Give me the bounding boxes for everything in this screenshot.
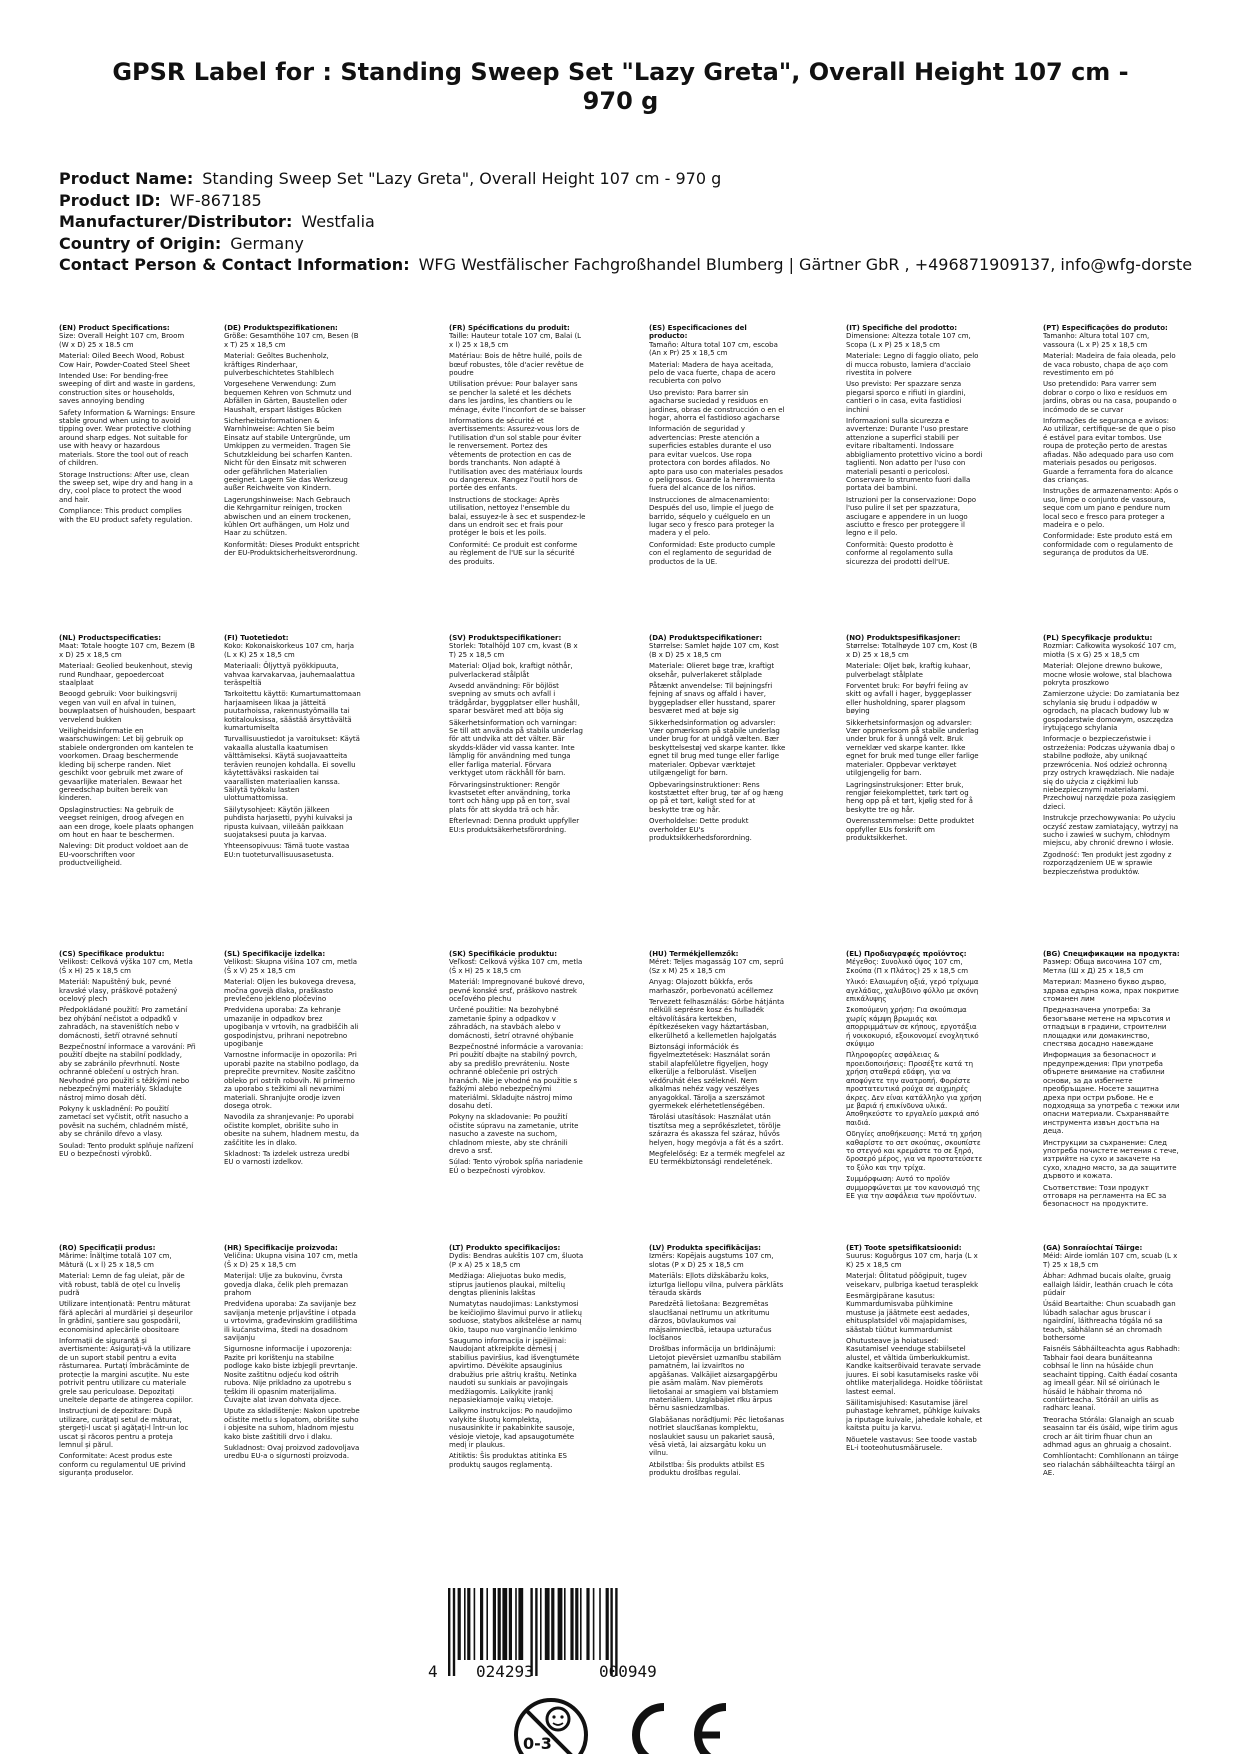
spec-block (1043, 950, 1180, 1212)
spec-paragraph: Zamierzone użycie: Do zamiatania bez schylania się brudu i odpadów w ogrodach, na placach budowy lub w gospodarstwie domowym, oszczędza irytującego schylania (1043, 690, 1180, 733)
spec-block (449, 950, 586, 1178)
spec-paragraph: Instrukcje przechowywania: Po użyciu oczyść zestaw zamiatający, wytrzyj na sucho i zawieś w suchym, chłodnym miejscu, aby chronić drewno i włosie. (1043, 814, 1179, 848)
spec-paragraph: Material: Oljad bok, kraftigt nöthår, pulverlackerad stålplåt (449, 662, 573, 679)
spec-heading: (HU) Termékjellemzők: (649, 950, 739, 958)
spec-paragraph: Opslaginstructies: Na gebruik de veegset reinigen, droog afvegen en aan een droge, koele plaats ophangen om hout en haar te beschermen. (59, 805, 194, 839)
spec-block (649, 634, 786, 845)
spec-paragraph: Tamanho: Altura total 107 cm, vassoura (L x P) 25 x 18,5 cm (1043, 332, 1150, 349)
spec-paragraph: Påtænkt anvendelse: Til bøjningsfri fejning af snavs og affald i haver, byggepladser eller husstand, sparer besværet med at bøje sig (649, 682, 776, 716)
spec-paragraph: Material: Oiled Beech Wood, Robust Cow Hair, Powder-Coated Steel Sheet (59, 352, 191, 369)
spec-paragraph: Pokyny na skladovanie: Po použití očistite súpravu na zametanie, utrite nasucho a zaveste na suchom, chladnom mieste, aby ste chránili drevo a srsť. (449, 1113, 579, 1155)
spec-block (449, 634, 586, 837)
spec-paragraph: Veličina: Ukupna visina 107 cm, metla (Š x D) 25 x 18,5 cm (224, 1252, 358, 1269)
spec-paragraph: Material: Lemn de fag uleiat, păr de vită robust, tablă de oțel cu înveliș pudră (59, 1272, 185, 1298)
spec-heading: (GA) Sonraíochtaí Táirge: (1043, 1244, 1143, 1252)
spec-paragraph: Glabāšanas norādījumi: Pēc lietošanas notīriet slaucīšanas komplektu, noslaukiet sausu un pakariet sausā, vēsā vietā, lai aizsargātu koku un vilnu. (649, 1415, 785, 1458)
info-row (59, 211, 1241, 233)
spec-paragraph: Koko: Kokonaiskorkeus 107 cm, harja (L x K) 25 x 18,5 cm (224, 642, 355, 659)
spec-paragraph: Varnostne informacije in opozorila: Pri uporabi pazite na stabilno podlago, da preprečite prevrnitev. Nosite zaščitno obleko pri ostrih robovih. Ni primerno za uporabo s težkimi ali nevarnimi materiali. Shranjujte orodje izven dosega otrok. (224, 1051, 359, 1110)
spec-heading: (RO) Specificații produs: (59, 1244, 156, 1252)
spec-paragraph: Materiał: Olejone drewno bukowe, mocne włosie wołowe, stal blachowa pokryta proszkowo (1043, 662, 1172, 688)
spec-paragraph: Navodila za shranjevanje: Po uporabi očistite komplet, obrišite suho in obesite na suhem, hladnem mestu, da zaščitite les in dlako. (224, 1113, 359, 1147)
spec-paragraph: Størrelse: Samlet højde 107 cm, Kost (B x D) 25 x 18,5 cm (649, 642, 779, 659)
spec-paragraph: Conformitate: Acest produs este conform cu regulamentul UE privind siguranța produselor. (59, 1452, 186, 1478)
spec-paragraph: Naleving: Dit product voldoet aan de EU-voorschriften voor productveiligheid. (59, 842, 189, 868)
spec-paragraph: Overensstemmelse: Dette produktet oppfyller EUs forskrift om produktsikkerhet. (846, 817, 975, 842)
ce-mark-icon (636, 1707, 726, 1754)
barcode-lead-digit: 4 (428, 1662, 438, 1681)
spec-block (449, 324, 586, 569)
spec-paragraph: Bezpečnostné informácie a varovania: Pri použití dbajte na stabilný povrch, aby sa predišlo prevráteniu. Noste ochranné oblečenie pri ostrých hranách. Nie je vhodné na použitie s ťažkými alebo nebezpečnými materiálmi. Skladujte nástroj mimo dosahu detí. (449, 1043, 584, 1110)
spec-paragraph: Compliance: This product complies with the EU product safety regulation. (59, 507, 193, 524)
spec-paragraph: Materiale: Legno di faggio oliato, pelo di mucca robusto, lamiera d'acciaio rivestita in polvere (846, 352, 979, 378)
spec-paragraph: Instrucțiuni de depozitare: După utilizare, curățați setul de măturat, ștergeți-l uscat și agățați-l într-un loc uscat și răcoros pentru a proteja lemnul și părul. (59, 1407, 189, 1449)
spec-paragraph: Opbevaringsinstruktioner: Rens koststættet efter brug, tør af og hæng op på et tørt, køligt sted for at beskytte træ og hår. (649, 780, 784, 814)
spec-heading: (IT) Specifiche del prodotto: (846, 324, 958, 332)
spec-block (1043, 324, 1180, 561)
spec-paragraph: Suurus: Koguõrgus 107 cm, harja (L x K) 25 x 18,5 cm (846, 1252, 978, 1269)
spec-paragraph: Tarkoitettu käyttö: Kumartumattomaan harjaamiseen likaa ja jätteitä puutarhoissa, rakennustyömailla tai kotitalouksissa, säästää ärsyttävältä kumartumiselta (224, 690, 361, 733)
spec-block (59, 634, 196, 871)
spec-paragraph: Upute za skladištenje: Nakon upotrebe očistite metlu s lopatom, obrišite suho i objesite na suhom, hladnom mjestu kako biste zaštitili drvo i dlaku. (224, 1407, 360, 1441)
spec-paragraph: Conformità: Questo prodotto è conforme al regolamento sulla sicurezza dei prodotti dell'UE. (846, 540, 954, 566)
spec-paragraph: Instrucciones de almacenamiento: Después del uso, limpie el juego de barrido, séquelo y cuélguelo en un lugar seco y fresco para proteger la madera y el pelo. (649, 495, 775, 538)
spec-paragraph: Instruções de armazenamento: Após o uso, limpe o conjunto de vassoura, seque com um pano e pendure num local seco e fresco para proteger a madeira e o pelo. (1043, 487, 1179, 529)
spec-paragraph: Инструкции за съхранение: След употреба почистете метения с тече, изтрийте на сухо и закачете на сухо, хладно място, за да защитите дървото и кожата. (1043, 1138, 1179, 1181)
spec-paragraph: Maat: Totale hoogte 107 cm, Bezem (B x D) 25 x 18,5 cm (59, 642, 195, 659)
spec-paragraph: Zgodność: Ten produkt jest zgodny z rozporządzeniem UE w sprawie bezpieczeństwa produktów. (1043, 850, 1172, 876)
info-label: Product Name: (59, 169, 194, 188)
spec-paragraph: Materiál: Impregnované bukové drevo, pevné konské srsť, práškovo nastrek oceľového plechu (449, 978, 585, 1004)
info-label: Product ID: (59, 190, 161, 210)
spec-paragraph: Predvidena uporaba: Za kehranje umazanije in odpadkov brez upogibanja v vrtovih, na gradbiščih ali gospodinjstvu, prihrani nepotrebno upogibanje (224, 1006, 359, 1049)
spec-heading: (ES) Especificaciones del producto: (649, 324, 747, 341)
spec-paragraph: Информация за безопасност и предупреждения: При употреба обърнете внимание на стабилни основи, за да избегнете преобръщане. Носете защитна дреха при остри ръбове. Не е подходяща за употреба с тежки или опасни материали. Съхранявайте инструмента извън достъпа на деца. (1043, 1051, 1180, 1136)
spec-paragraph: Drošības informācija un brīdinājumi: Lietojot pievērsiet uzmanību stabilām pamatnēm, lai izvairītos no apgāšanas. Valkājiet aizsargapģērbu pie asām malām. Nav piemērots lietošanai ar smagiem vai bīstamiem materiāliem. Uzglabājiet rīku ārpus bērnu sasniedzamības. (649, 1345, 782, 1413)
spec-paragraph: Informações de segurança e avisos: Ao utilizar, certifique-se de que o piso é estável para evitar tombos. Use roupa de proteção perto de arestas afiadas. Não adequado para uso com materiais pesados ou perigosos. Guarde a ferramenta fora do alcance das crianças. (1043, 417, 1176, 484)
spec-paragraph: Úsáid Beartaithe: Chun scuabadh gan lúbadh salachar agus bruscar i ngairdíní, láithreacha tógála nó sa teach, sábhálann sé an chromadh bothersome (1043, 1300, 1176, 1343)
info-value: WFG Westfälischer Fachgroßhandel Blumberg | Gärtner GbR , +496871909137, info@wfg-dorste (418, 255, 1193, 274)
spec-paragraph: Sikkerhetsinformasjon og advarsler: Vær oppmerksom på stabile underlag under bruk for å unngå velt. Bruk verneklær ved skarpe kanter. Ikke egnet for bruk med tunge eller farlige materialer. Oppbevar verktøyet utilgjengelig for barn. (846, 718, 979, 778)
spec-heading: (SL) Specifikacije izdelka: (224, 950, 326, 958)
spec-paragraph: Eesmärgipärane kasutus: Kummardumisvaba pühkimine mustuse ja jäätmete eest aedades, ehitusplatsidel või majapidamises, säästab tüütut kummardumist (846, 1292, 970, 1334)
spec-heading: (NL) Productspecificaties: (59, 634, 162, 642)
spec-heading: (DE) Produktspezifikationen: (224, 324, 338, 332)
spec-paragraph: Intended Use: For bending-free sweeping of dirt and waste in gardens, construction sites or households, saves annoying bending (59, 372, 196, 406)
spec-paragraph: Utilisation prévue: Pour balayer sans se pencher la saleté et les déchets dans les jardins, les chantiers ou le ménage, évite l'inconfort de se baisser (449, 380, 586, 414)
spec-paragraph: Instructions de stockage: Après utilisation, nettoyez l'ensemble du balai, essuyez-le à sec et suspendez-le dans un endroit sec et frais pour protéger le bois et les poils. (449, 495, 586, 538)
spec-paragraph: Rozmiar: Całkowita wysokość 107 cm, miotła (S x G) 25 x 18,5 cm (1043, 642, 1177, 659)
spec-paragraph: Tárolási utasítások: Használat után tisztítsa meg a seprőkészletet, törölje szárazra és akassza fel száraz, hűvös helyen, hogy megóvja a fát és a szőrt. (649, 1113, 784, 1147)
spec-paragraph: Размер: Обща височина 107 cm, Метла (Ш x Д) 25 x 18,5 cm (1043, 958, 1162, 975)
spec-heading: (SK) Špecifikácie produktu: (449, 950, 558, 958)
spec-paragraph: Matériau: Bois de hêtre huilé, poils de bœuf robustes, tôle d'acier revêtue de poudre (449, 352, 584, 378)
spec-heading: (CS) Specifikace produktu: (59, 950, 165, 958)
spec-paragraph: Sicherheitsinformationen & Warnhinweise: Achten Sie beim Einsatz auf stabile Untergründe, um Umkippen zu vermeiden. Tragen Sie Schutzkleidung bei scharfen Kanten. Nicht für den Einsatz mit schweren oder gefährlichen Materialien geeignet. Lagern Sie das Werkzeug außer Reichweite von Kindern. (224, 417, 353, 493)
not-for-children-0-3-icon (516, 1700, 586, 1754)
spec-paragraph: Megfelelőség: Ez a termék megfelel az EU termékbiztonsági rendeletének. (649, 1149, 785, 1167)
spec-paragraph: Förvaringsinstruktioner: Rengör kvastsetet efter användning, torka torrt och häng upp på en torr, sval plats för att skydda trä och hår. (449, 780, 571, 814)
spec-block (846, 324, 983, 569)
spec-heading: (EN) Product Specifications: (59, 324, 170, 332)
spec-paragraph: Størrelse: Totalhøyde 107 cm, Kost (B x D) 25 x 18,5 cm (846, 642, 978, 659)
info-label: Manufacturer/Distributor: (59, 212, 293, 231)
spec-paragraph: Tervezett felhasználás: Görbe hátjánta nélküli seprésre kosz és hulladék eltávolítására kertekben, építkezéseken vagy háztartásban, elkerülhető a kellemetlen hajolgatás (649, 998, 785, 1040)
info-row (59, 190, 1241, 212)
spec-paragraph: Overholdelse: Dette produkt overholder EU's produktsikkerhedsforordning. (649, 817, 752, 842)
info-row (59, 233, 1241, 255)
spec-block (846, 1244, 983, 1455)
spec-paragraph: Veiligheidsinformatie en waarschuwingen: Let bij gebruik op stabiele ondergronden om kantelen te voorkomen. Draag beschermende kleding bij scherpe randen. Niet geschikt voor gebruik met zware of gevaarlijke materialen. Bewaar het gereedschap buiten bereik van kinderen. (59, 727, 194, 803)
barcode (428, 1588, 713, 1687)
spec-paragraph: Sigurnosne informacije i upozorenja: Pazite pri korištenju na stabilne podloge kako biste izbjegli prevrtanje. Nosite zaštitnu odjeću kod oštrih rubova. Nije prikladno za upotrebu s teškim ili opasnim materijalima. Čuvajte alat izvan dohvata djece. (224, 1345, 358, 1404)
spec-heading: (LT) Produkto specifikacijos: (449, 1244, 561, 1252)
barcode-group-2: 000949 (599, 1662, 657, 1681)
spec-block (224, 634, 361, 862)
spec-block (224, 950, 361, 1170)
spec-block (1043, 634, 1180, 879)
spec-heading: (FR) Spécifications du produit: (449, 324, 570, 332)
spec-paragraph: Dimensione: Altezza totale 107 cm, Scopa (L x P) 25 x 18,5 cm (846, 332, 971, 349)
info-row (59, 168, 1241, 190)
page-title: GPSR Label for : Standing Sweep Set "Lazy Greta", Overall Height 107 cm - 970 g (112, 58, 1129, 115)
spec-paragraph: Biztonsági információk és figyelmeztetések: Használat során stabil alapfelületre figyeljen, hogy elkerülje a felborulást. Viseljen védőruhát éles széleknél. Nem alkalmas nehéz vagy veszélyes anyagokkal. Tárolja a szerszámot gyermekek elérhetetlenségében. (649, 1043, 771, 1110)
spec-paragraph: Bezpečnostní informace a varování: Při použití dbejte na stabilní podklady, aby se zabránilo převrhnutí. Noste ochranné oblečení u ostrých hran. Nevhodné pro použití s těžkými nebo nebezpečnými materiály. Skladujte nástroj mimo dosah dětí. (59, 1043, 196, 1102)
spec-paragraph: Yhteensopivuus: Tämä tuote vastaa EU:n tuoteturvallisuusasetusta. (224, 842, 350, 859)
spec-paragraph: Storlek: Totalhöjd 107 cm, kvast (B x T) 25 x 18,5 cm (449, 642, 578, 659)
spec-paragraph: Ohutusteave ja hoiatused: Kasutamisel veenduge stabiilsetel alustel, et vältida ümberkukkumist. Kandke kaitserõivaid teravate servade juures. Ei sobi kasutamiseks raske või ohtlike materjalidega. Hoidke tööriistat lastest eemal. (846, 1337, 983, 1396)
product-info (59, 168, 1241, 276)
spec-paragraph: Soulad: Tento produkt splňuje nařízení EU o bezpečnosti výrobků. (59, 1141, 194, 1158)
spec-block (649, 324, 786, 569)
spec-paragraph: Предназначена употреба: За безогъване метене на мръсотия и отпадъци в градини, строителни площадки или домакинство, спестява досадно навеждане (1043, 1006, 1171, 1049)
spec-paragraph: Beoogd gebruik: Voor buikingsvrij vegen van vuil en afval in tuinen, bouwplaatsen of huishouden, bespaart vervelend bukken (59, 690, 196, 724)
spec-paragraph: Ábhar: Adhmad bucais olaíte, gruaig eallaigh láidir, leathán cruach le cóta púdair (1043, 1272, 1173, 1298)
spec-heading: (LV) Produkta specifikācijas: (649, 1244, 761, 1252)
spec-paragraph: Anyag: Olajozott bükkfa, erős marhaszőr, porbevonatú acéllemez (649, 978, 773, 995)
spec-paragraph: Určené použitie: Na bezohybné zametanie špiny a odpadkov v záhradách, na stavbách alebo v domácnosti, šetrí otravné ohýbanie (449, 1006, 574, 1040)
spec-paragraph: Materjal: Õlitatud pöögipuit, tugev veisekarv, pulbriga kaetud terasplekk (846, 1272, 979, 1289)
spec-paragraph: Konformität: Dieses Produkt entspricht der EU-Produktsicherheitsverordnung. (224, 540, 360, 558)
spec-paragraph: Lagringsinstruksjoner: Etter bruk, rengjør feiekomplettet, tørk tørt og heng opp på et tørt, kjølig sted for å beskytte tre og hår. (846, 780, 973, 814)
spec-paragraph: Materiál: Napuštěný buk, pevné kravské vlasy, práškově potažený ocelový plech (59, 978, 178, 1004)
spec-block (649, 1244, 786, 1481)
spec-paragraph: Informazioni sulla sicurezza e avvertenze: Durante l'uso prestare attenzione a superfici stabili per evitare ribaltamenti. Indossare abbigliamento protettivo vicino a bordi taglienti. Non adatto per l'uso con materiali pesanti o pericolosi. Conservare lo strumento fuori dalla portata dei bambini. (846, 417, 983, 493)
spec-paragraph: Treoracha Stórála: Glanaigh an scuab seasainn tar éis úsáid, wipe tirim agus croch ar áit tirim fhuar chun an adhmad agus an ghruaig a chosaint. (1043, 1415, 1178, 1449)
spec-paragraph: Μέγεθος: Συνολικό ύψος 107 cm, Σκούπα (Π x Πλάτος) 25 x 18,5 cm (846, 958, 969, 975)
spec-paragraph: Materijal: Ulje za bukovinu, čvrsta govedja dlaka, čelik pleh premazan prahom (224, 1272, 349, 1298)
spec-block (1043, 1244, 1180, 1481)
spec-block (846, 950, 983, 1203)
spec-paragraph: Συμμόρφωση: Αυτό το προϊόν συμμορφώνεται με τον κανονισμό της ΕΕ για την ασφάλεια των προϊόντων. (846, 1175, 981, 1200)
barcode-group-1: 024293 (476, 1662, 534, 1681)
spec-paragraph: Taille: Hauteur totale 107 cm, Balai (L x l) 25 x 18,5 cm (449, 332, 582, 349)
spec-paragraph: Съответствие: Този продукт отговаря на регламента на ЕС за безопасност на продуктите. (1043, 1183, 1167, 1209)
spec-paragraph: Atitiktis: Šis produktas atitinka ES produktų saugos reglamentą. (449, 1452, 567, 1469)
spec-heading: (PT) Especificações do produto: (1043, 324, 1168, 332)
spec-paragraph: Nõuetele vastavus: See toode vastab EL-i tooteohutusmäärusele. (846, 1435, 977, 1452)
spec-paragraph: Informacje o bezpieczeństwie i ostrzeżenia: Podczas używania dbaj o stabilne podłoże, aby uniknąć przewrócenia. Noś odzież ochronną przy ostrych krawędziach. Nie nadaje się do użycia z ciężkimi lub niebezpiecznymi materiałami. Przechowuj narzędzie poza zasięgiem dzieci. (1043, 735, 1176, 811)
info-value: Standing Sweep Set "Lazy Greta", Overall Height 107 cm - 970 g (202, 169, 722, 188)
spec-paragraph: Lagerungshinweise: Nach Gebrauch die Kehrgarnitur reinigen, trocken abwischen und an einem trockenen, kühlen Ort aufhängen, um Holz und Haar zu schützen. (224, 495, 351, 538)
spec-paragraph: Předpokládané použití: Pro zametání bez ohýbání nečistot a odpadků v zahradách, na staveništích nebo v domácnosti, šetří otravné sehnutí (59, 1006, 188, 1040)
spec-block (449, 1244, 586, 1472)
spec-paragraph: Conformidade: Este produto está em conformidade com o regulamento de segurança de produtos da UE. (1043, 532, 1173, 558)
spec-heading: (HR) Specifikacije proizvoda: (224, 1244, 338, 1252)
barcode-bars (428, 1588, 713, 1687)
spec-paragraph: Sikkerhedsinformation og advarsler: Vær opmærksom på stabile underlag under brug for at undgå vælten. Bær beskyttelsestøj ved skarpe kanter. Ikke egnet til brug med tunge eller farlige materialer. Opbevar værktøjet utilgængeligt for børn. (649, 718, 786, 778)
info-value: Germany (230, 233, 304, 253)
spec-block (649, 950, 786, 1170)
svg-text:0-3: 0-3 (523, 1734, 552, 1753)
symbols (498, 1697, 748, 1754)
spec-block (224, 324, 361, 561)
spec-paragraph: Pokyny k uskladnění: Po použití zametací set vyčistit, otřít nasucho a pověsit na suchém, chladném místě, aby se chránilo dřevo a vlasy. (59, 1104, 189, 1139)
spec-paragraph: Méret: Teljes magasság 107 cm, seprű (Sz x M) 25 x 18,5 cm (649, 958, 784, 975)
spec-paragraph: Πληροφορίες ασφάλειας & προειδοποιήσεις: Προσέξτε κατά τη χρήση σταθερά εδάφη, για να αποφύγετε την ανατροπή. Φορέστε προστατευτικά ρούχα σε αιχμηρές άκρες. Δεν είναι κατάλληλο για χρήση με βαριά ή επικίνδυνα υλικά. Αποθηκεύστε το εργαλείο μακριά από παιδιά. (846, 1051, 982, 1127)
spec-paragraph: Turvallisuustiedot ja varoitukset: Käytä vakaalla alustalla kaatumisen välttämiseksi. Käytä suojavaatteita terävien reunojen kohdalla. Ei sovellu käytettäväksi raskaiden tai vaarallisten materiaalien kanssa. Säilytä työkalu lasten ulottumattomissa. (224, 735, 360, 803)
info-label: Country of Origin: (59, 233, 222, 253)
spec-paragraph: Safety Information & Warnings: Ensure stable ground when using to avoid tipping over. Wear protective clothing around sharp edges. Not suitable for use with heavy or hazardous materials. Store the tool out of reach of children. (59, 408, 196, 468)
spec-heading: (BG) Спецификации на продукта: (1043, 950, 1180, 958)
spec-paragraph: Material: Oljen les bukovega drevesa, močna govejà dlaka, praškasto prevlečeno jekleno pločevino (224, 978, 356, 1004)
spec-paragraph: Material: Geöltes Buchenholz, kräftiges Rinderhaar, pulverbeschichtetes Stahlblech (224, 352, 334, 378)
spec-paragraph: Saugumo informacija ir įspėjimai: Naudojant atkreipkite dėmesį į stabilius paviršius, kad išvengtumėte apvirtimo. Dėvėkite apsauginius drabužius prie aštrių kraštų. Netinka naudoti su sunkiais ar pavojingais medžiagomis. Laikykite įrankį nepasiekiamoje vaikų vietoje. (449, 1337, 580, 1404)
spec-paragraph: Materiaali: Öljyttyä pyökkipuuta, vahvaa karvakarvaa, jauhemaalattua teräspeltiä (224, 662, 355, 688)
spec-block (59, 950, 196, 1161)
spec-paragraph: Material: Madeira de faia oleada, pelo de vaca robusto, chapa de aço com revestimento em pó (1043, 352, 1176, 378)
spec-paragraph: Forventet bruk: For bøyfri feiing av skitt og avfall i hager, byggeplasser eller husholdning, sparer plagsom bøying (846, 682, 972, 716)
spec-paragraph: Numatytas naudojimas: Lankstymosi be keičiojimo šlavimui purvo ir atliekų soduose, statybos aikštelėse ar namų ūkio, taupo nuo varginančio lenkimo (449, 1300, 582, 1334)
spec-paragraph: Velikost: Skupna višina 107 cm, metla (Š x V) 25 x 18,5 cm (224, 958, 358, 975)
spec-paragraph: Materiale: Olieret bøge træ, kraftigt oksehår, pulverlakeret stålplade (649, 662, 775, 679)
spec-heading: (DA) Produktspecifikationer: (649, 634, 763, 642)
spec-paragraph: Conformité: Ce produit est conforme au règlement de l'UE sur la sécurité des produits. (449, 540, 578, 566)
spec-paragraph: Vorgesehene Verwendung: Zum bequemen Kehren von Schmutz und Abfällen in Gärten, Baustellen oder Haushalt, erspart lästiges Bücken (224, 380, 352, 414)
spec-block (224, 1244, 361, 1464)
spec-paragraph: Mărime: Înălțime totală 107 cm, Mătură (L x l) 25 x 18,5 cm (59, 1252, 172, 1269)
spec-paragraph: Υλικό: Ελαιωμένη οξιά, γερό τρίχωμα αγελάδας, χαλυβδινο φύλλο με σκόνη επικάλυψης (846, 978, 979, 1004)
spec-paragraph: Utilizare intenționată: Pentru măturat fără aplecări al murdăriei și deșeurilor în grădini, șantiere sau gospodării, economisind aplecările obositoare (59, 1300, 193, 1334)
spec-paragraph: Avsedd användning: För böjlöst svepning av smuts och avfall i trädgårdar, byggplatser eller hushåll, sparar besväret med att böja sig (449, 682, 580, 716)
spec-paragraph: Tamaño: Altura total 107 cm, escoba (An x Pr) 25 x 18,5 cm (649, 340, 778, 358)
spec-paragraph: Conformidad: Este producto cumple con el reglamento de seguridad de productos de la UE. (649, 540, 776, 566)
spec-paragraph: Säilitamisjuhised: Kasutamise järel puhastage kehramet, pühkige kuivaks ja riputage kuivale, jahedale kohale, et kaitsta puitu ja karvu. (846, 1398, 983, 1433)
spec-paragraph: Predviđena uporaba: Za savijanje bez savijanja metenje prljavštine i otpada u vrtovima, građevinskim gradilištima ili kućanstvima, štedi na dosadnom savijanju (224, 1300, 358, 1343)
spec-paragraph: Σκοπούμενη χρήση: Για σκούπισμα χωρίς κάμψη βρωμιάς και απορριμμάτων σε κήπους, εργοτάξια ή νοικοκυριό, εξοικονομεί ενοχλητικό σκύψιμο (846, 1006, 979, 1049)
spec-paragraph: Materiaal: Geolied beukenhout, stevig rund Rundhaar, gepoedercoat staalplaat (59, 662, 193, 688)
spec-paragraph: Izmērs: Kopējais augstums 107 cm, slotas (P x D) 25 x 18,5 cm (649, 1252, 774, 1269)
spec-paragraph: Faisnéis Sábháilteachta agus Rabhadh: Tabhair faoi deara bunáiteanna cobhsaí le linn na húsáide chun seachaint tipping. Caith éadaí cosanta ag imeall géar. Níl sé oiriúnach le húsáid le hábhair throma nó contúirteacha. Stóráil an uirlis as radharc leanaí. (1043, 1345, 1180, 1413)
spec-paragraph: Medžiaga: Aliejuotas buko medis, stiprus jautienos plaukai, miltelių dengtas plieninis lakštas (449, 1272, 567, 1298)
spec-paragraph: Velikost: Celková výška 107 cm, Metla (Š x H) 25 x 18,5 cm (59, 958, 193, 975)
spec-paragraph: Säkerhetsinformation och varningar: Se till att använda på stabila underlag för att undvika att det välter. Bär skydds-kläder vid vassa kanter. Inte lämplig för användning med tunga eller farliga material. Förvara verktyget utom räckhåll för barn. (449, 718, 584, 778)
spec-block (59, 1244, 196, 1481)
spec-paragraph: Οδηγίες αποθήκευσης: Μετά τη χρήση καθαρίστε το σετ σκούπας, σκουπίστε το στεγνό και κρεμάστε το σε ξηρό, δροσερό μέρος, για να προστατεύσετε το ξύλο και την τρίχα. (846, 1130, 983, 1172)
spec-paragraph: Dydis: Bendras aukštis 107 cm, šluota (P x A) 25 x 18,5 cm (449, 1252, 584, 1269)
spec-paragraph: Materiāls: Eļlots dižskābaržu koks, izturīga liellopu vilna, pulvera pārklāts tērauda skārds (649, 1272, 784, 1298)
spec-heading: (FI) Tuotetiedot: (224, 634, 289, 642)
spec-block (59, 324, 196, 527)
spec-paragraph: Informații de siguranță și avertismente: Asigurați-vă la utilizare de un suport stabil pentru a evita răsturnarea. Purtați îmbrăcăminte de protecție la margini ascuțite. Nu este potrivit pentru utilizare cu materiale grele sau periculoase. Depozitați uneltele departe de atingerea copiilor. (59, 1337, 194, 1404)
spec-block (846, 634, 983, 845)
spec-paragraph: Säilytysohjeet: Käytön jälkeen puhdista harjasetti, pyyhi kuivaksi ja ripusta kuivaan, viileään paikkaan suojataksesi puuta ja karvaa. (224, 805, 353, 839)
spec-paragraph: Uso previsto: Per spazzare senza piegarsi sporco e rifiuti in giardini, cantieri o in casa, evita fastidiosi inchini (846, 380, 966, 414)
spec-paragraph: Informations de sécurité et avertissements: Assurez-vous lors de l'utilisation d'un sol stable pour éviter le renversement. Portez des vêtements de protection en cas de bords tranchants. Non adapté à l'utilisation avec des matériaux lourds ou dangereux. Rangez l'outil hors de portée des enfants. (449, 417, 583, 493)
spec-paragraph: Sukladnost: Ovaj proizvod zadovoljava uredbu EU-a o sigurnosti proizvoda. (224, 1443, 360, 1461)
spec-paragraph: Материал: Мазнено букво дърво, здрава едърна кожа, прах покритие стоманен лим (1043, 978, 1179, 1004)
spec-paragraph: Paredzētā lietošana: Bezgremētas slaucīšanai netīrumu un atkritumu dārzos, būvlaukumos vai mājsaimniecībā, ietaupa uzturačus locīšanos (649, 1300, 772, 1343)
spec-paragraph: Atbilstība: Šis produkts atbilst ES produktu drošības regulai. (649, 1460, 765, 1478)
spec-paragraph: Efterlevnad: Denna produkt uppfyller EU:s produktsäkerhetsförordning. (449, 817, 580, 834)
spec-paragraph: Veľkosť: Celková výška 107 cm, metla (Š x H) 25 x 18,5 cm (449, 958, 583, 975)
spec-paragraph: Größe: Gesamthöhe 107 cm, Besen (B x T) 25 x 18,5 cm (224, 332, 359, 349)
spec-paragraph: Información de seguridad y advertencias: Preste atención a superficies estables durante el uso para evitar vuelcos. Use ropa protectora con bordes afilados. No apto para uso con materiales pesados o peligrosos. Guarde la herramienta fuera del alcance de los niños. (649, 425, 783, 493)
spec-paragraph: Storage Instructions: After use, clean the sweep set, wipe dry and hang in a dry, cool place to protect the wood and hair. (59, 470, 193, 504)
spec-heading: (EL) Προδιαγραφές προϊόντος: (846, 950, 967, 958)
spec-paragraph: Skladnost: Ta izdelek ustreza uredbi EU o varnosti izdelkov. (224, 1149, 350, 1167)
spec-paragraph: Size: Overall Height 107 cm, Broom (W x D) 25 x 18.5 cm (59, 332, 185, 349)
spec-paragraph: Istruzioni per la conservazione: Dopo l'uso pulire il set per spazzatura, asciugare e appendere in un luogo asciutto e fresco per proteggere il legno e il pelo. (846, 495, 977, 538)
info-value: Westfalia (301, 212, 375, 231)
spec-paragraph: Laikymo instrukcijos: Po naudojimo valykite šluotų komplektą, nusausinkite ir pakabinkite sausoje, vėsioje vietoje, kad apsaugotumėte medį ir plaukus. (449, 1407, 575, 1449)
translations-grid (59, 324, 1241, 1534)
spec-paragraph: Uso pretendido: Para varrer sem dobrar o corpo o lixo e resíduos em jardins, obras ou na casa, poupando o incómodo de se curvar (1043, 380, 1177, 414)
spec-paragraph: Méid: Airde iomlán 107 cm, scuab (L x T) 25 x 18,5 cm (1043, 1252, 1178, 1269)
info-row (59, 254, 1241, 276)
spec-heading: (ET) Toote spetsifikatsioonid: (846, 1244, 962, 1252)
spec-heading: (SV) Produktspecifikationer: (449, 634, 562, 642)
spec-paragraph: Uso previsto: Para barrer sin agacharse suciedad y residuos en jardines, obras de construcción o en el hogar, ahorra el fastidioso agacharse (649, 388, 785, 423)
spec-paragraph: Materiale: Oljet bøk, kraftig kuhaar, pulverbelagt stålplate (846, 662, 971, 679)
spec-paragraph: Súlad: Tento výrobok spĺňa nariadenie EÚ o bezpečnosti výrobkov. (449, 1158, 583, 1175)
spec-paragraph: Material: Madera de haya aceitada, pelo de vaca fuerte, chapa de acero recubierta con polvo (649, 360, 776, 386)
info-label: Contact Person & Contact Information: (59, 255, 410, 274)
spec-paragraph: Comhlíontacht: Comhlíonann an táirge seo rialachán sábháilteachta táirgí an AE. (1043, 1452, 1179, 1478)
spec-heading: (PL) Specyfikacje produktu: (1043, 634, 1153, 642)
info-value: WF-867185 (169, 190, 262, 210)
spec-heading: (NO) Produktspesifikasjoner: (846, 634, 961, 642)
